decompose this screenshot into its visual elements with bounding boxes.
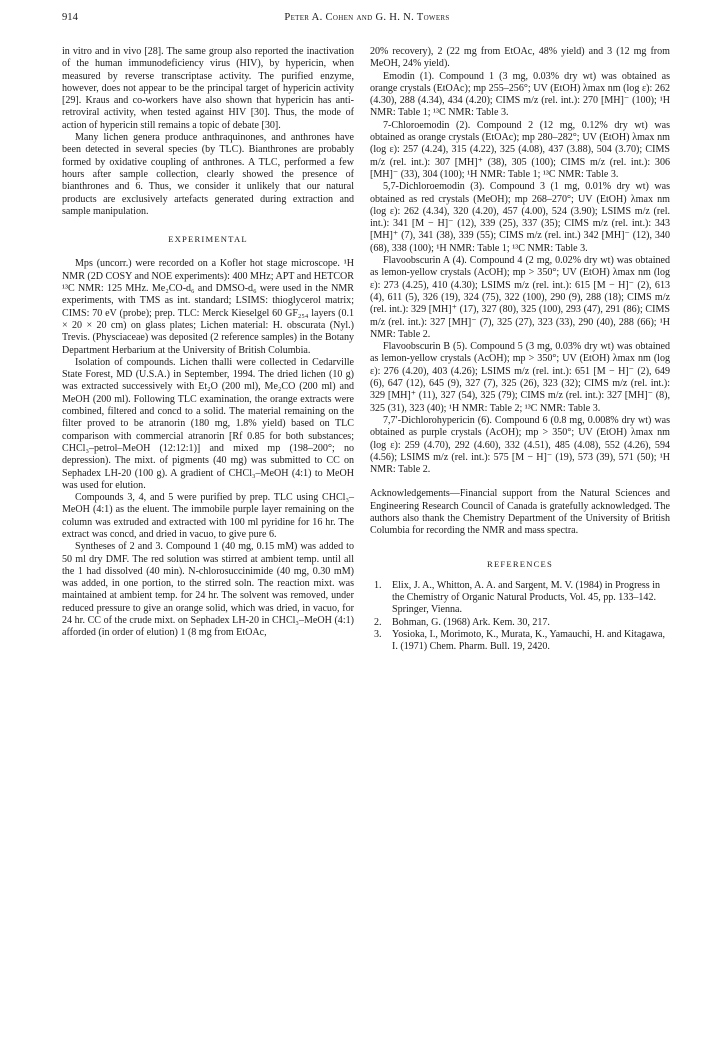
- reference-item: [370, 580, 670, 617]
- reference-number: 3.: [374, 629, 382, 641]
- paragraph-syntheses: Syntheses of 2 and 3. Compound 1 (40 mg, 0.15 mM) was added to 50 ml dry DMF. The red solution was stirred at ambient temp. until all the 1 had dissolved (40 min). N-chlorosuccinimide (40 mg, 0.30 mM) was added, in one portion, to the stirred soln. The reaction mixt. was maintained at ambient temp. for 24 hr. The solvent was removed, under reduced pressure to give an orange solid, which was dried, in vacuo, for 24 hr. CC of the crude mixt. on Sephadex LH-20 in CHCl₃–MeOH (4:1) afforded (in order of elution) 1 (8 mg from EtOAc,: [62, 541, 354, 639]
- reference-text: Yosioka, I., Morimoto, K., Murata, K., Yamauchi, H. and Kitagawa, I. (1971) Chem. Pharm. Bull. 19, 2420.: [392, 629, 666, 653]
- left-column: [62, 46, 354, 640]
- paragraph-instrumentation: Mps (uncorr.) were recorded on a Kofler hot stage microscope. ¹H NMR (2D COSY and NOE experiments): 400 MHz; APT and HETCOR ¹³C NMR: 125 MHz. Me₂CO-d₆ and DMSO-d₆ were used in the NMR experiments, with TMS as int. standard; LSIMS: thioglycerol matrix; CIMS: 70 eV (probe); prep. TLC: Merck Kieselgel 60 GF₂₅₄ layers (0.1 × 20 × 20 cm) on glass plates; Lichen material: H. obscurata (Nyl.) Trevis. (Physciaceae) was deposited (2 reference samples) in the Botany Department Herbarium at the University of British Columbia.: [62, 258, 354, 356]
- paragraph-emodin: Emodin (1). Compound 1 (3 mg, 0.03% dry wt) was obtained as orange crystals (EtOAc); mp 255–256°; UV (EtOH) λmax nm (log ε): 262 (4.30), 288 (4.34), 434 (4.20); CIMS m/z (rel. int.): 270 [MH]⁻ (100); ¹H NMR: Table 1; ¹³C NMR: Table 3.: [370, 70, 670, 119]
- acknowledgements: Acknowledgements—Financial support from the Natural Sciences and Engineering Research Council of Canada is gratefully acknowledged. The authors also thank the Chemistry Department of the University of British Columbia for recording the NMR and mass spectra.: [370, 488, 670, 537]
- running-head: [62, 12, 672, 30]
- paragraph-hypericin-activity: in vitro and in vivo [28]. The same group also reported the inactivation of the human immunodeficiency virus (HIV), by hypericin, when measured by reverse transcriptase activity. The purified enzyme, however, does not appear to be the principal target of hypericin activity [29]. Kraus and co-workers have also shown that hypericin has anti-retroviral activity, when tested against HIV [30]. Thus, the mode of action of hypericin still remains a topic of debate [30].: [62, 46, 354, 131]
- reference-text: Elix, J. A., Whitton, A. A. and Sargent, M. V. (1984) in Progress in the Chemistry of Organic Natural Products, Vol. 45, pp. 133–142. Springer, Vienna.: [392, 579, 661, 616]
- paragraph-flavoobscurin-b: Flavoobscurin B (5). Compound 5 (3 mg, 0.03% dry wt) was obtained as lemon-yellow crystals (AcOH); mp > 350°; UV (EtOH) λmax nm (log ε): 276 (4.20), 403 (4.26); LSIMS m/z (rel. int.): 651 [M − H]⁻ (2), 649 (6), 647 (12), 645 (9), 327 (7), 325 (26), 323 (32); CIMS m/z (rel. int.): 329 [MH]⁺ (11), 327 (54), 325 (79); CIMS m/z (rel. int.): 327 [MH]⁻ (8), 325 (31), 323 (40); ¹H NMR: Table 2; ¹³C NMR: Table 3.: [370, 341, 670, 414]
- references-heading: REFERENCES: [487, 558, 553, 569]
- paragraph-5-7-dichloroemodin: 5,7-Dichloroemodin (3). Compound 3 (1 mg, 0.01% dry wt) was obtained as red crystals (MeOH); mp 268–270°; UV (EtOH) λmax nm (log ε): 262 (4.34), 320 (4.20), 457 (4.00), 524 (3.90); LSIMS m/z (rel. int.): 341 [M − H]⁻ (12), 339 (25), 337 (35); CIMS m/z (rel. int.): 343 [MH]⁺ (7), 341 (38), 339 (55); CIMS m/z (rel. int.) 342 [MH]⁻ (12), 340 (68), 338 (100); ¹H NMR: Table 1; ¹³C NMR: Table 3.: [370, 181, 670, 254]
- paragraph-lichen-anthraquinones: Many lichen genera produce anthraquinones, and anthrones have been detected in several species (by TLC). Bianthrones are probably formed by oxidative coupling of anthrones. A TLC, performed a few hours after sample collection, clearly showed the presence of bianthrones and 6. Thus, we consider it unlikely that our natural products are exclusively artefacts generated during extraction and sample manipulation.: [62, 132, 354, 217]
- reference-item: [370, 629, 670, 654]
- experimental-heading: EXPERIMENTAL: [168, 234, 248, 245]
- reference-list: [370, 580, 670, 654]
- paragraph-7-chloroemodin: 7-Chloroemodin (2). Compound 2 (12 mg, 0.12% dry wt) was obtained as orange crystals (EtOAc); mp 280–282°; UV (EtOH) λmax nm (log ε): 257 (4.24), 315 (4.22), 325 (4.08), 437 (3.88), 504 (3.70); CIMS m/z (rel. int.): 307 [MH]⁺ (38), 305 (100); CIMS m/z (rel. int.): 306 [MH]⁻ (33), 304 (100); ¹H NMR: Table 1; ¹³C NMR: Table 3.: [370, 119, 670, 180]
- reference-item: [370, 617, 670, 629]
- reference-number: 1.: [374, 579, 382, 591]
- reference-number: 2.: [374, 616, 382, 628]
- paragraph-purification: Compounds 3, 4, and 5 were purified by prep. TLC using CHCl₃–MeOH (4:1) as the eluent. The immobile purple layer remaining on the column was extruded and extracted with 100 ml pyridine for 16 hr. The extract was concd, and dried in vacuo, to give pure 6.: [62, 492, 354, 540]
- paragraph-dichlorohypericin: 7,7′-Dichlorohypericin (6). Compound 6 (0.8 mg, 0.008% dry wt) was obtained as purple crystals (AcOH); mp > 350°; UV (EtOH) λmax nm (log ε): 259 (4.70), 292 (4.60), 332 (4.51), 485 (4.08), 552 (4.26), 594 (4.56); LSIMS m/z (rel. int.): 575 [M − H]⁻ (19), 573 (39), 571 (50); ¹H NMR: Table 2.: [370, 414, 670, 476]
- paragraph-flavoobscurin-a: Flavoobscurin A (4). Compound 4 (2 mg, 0.02% dry wt) was obtained as lemon-yellow crystals (AcOH); mp > 350°; UV (EtOH) λmax nm (log ε): 273 (4.25), 410 (4.30); LSIMS m/z (rel. int.): 615 [M − H]⁻ (2), 613 (4), 611 (5), 326 (19), 324 (75), 322 (100), 290 (9), 288 (18); CIMS m/z (rel. int.): 329 [MH]⁺ (17), 327 (80), 325 (100), 293 (47), 291 (86); CIMS m/z (rel. int.): 327 [MH]⁻ (7), 325 (27), 323 (33), 290 (40), 288 (66); ¹H NMR: Table 2.: [370, 255, 670, 340]
- page-number: 914: [62, 12, 78, 23]
- running-head-authors: Peter A. Cohen and G. H. N. Towers: [284, 12, 450, 23]
- paragraph-isolation-of-compounds: Isolation of compounds. Lichen thalli were collected in Cedarville State Forest, MD (U.S.A.) in September, 1994. The dried lichen (10 g) was extracted successively with Et₂O (200 ml), Me₂CO (200 ml) and MeOH (200 ml). Following TLC examination, the orange extracts were combined, filtered and concd to a solid. The material remaining on the filter proved to be atranorin (180 mg, 1.8% yield) based on TLC comparison with commercial atranorin [Rf 0.85 for both substances; CHCl₃–petrol–MeOH (12:12:1)] and mixed mp (198–200°; no depression). The mixt. of pigments (40 mg) was submitted to CC on Sephadex LH-20 (100 g). A gradient of CHCl₃–MeOH (4:1) to MeOH was used for elution.: [62, 356, 354, 491]
- right-column: [370, 46, 670, 654]
- reference-text: Bohman, G. (1968) Ark. Kem. 30, 217.: [392, 616, 550, 628]
- paragraph-synthesis-continued: 20% recovery), 2 (22 mg from EtOAc, 48% yield) and 3 (12 mg from MeOH, 24% yield).: [370, 46, 670, 70]
